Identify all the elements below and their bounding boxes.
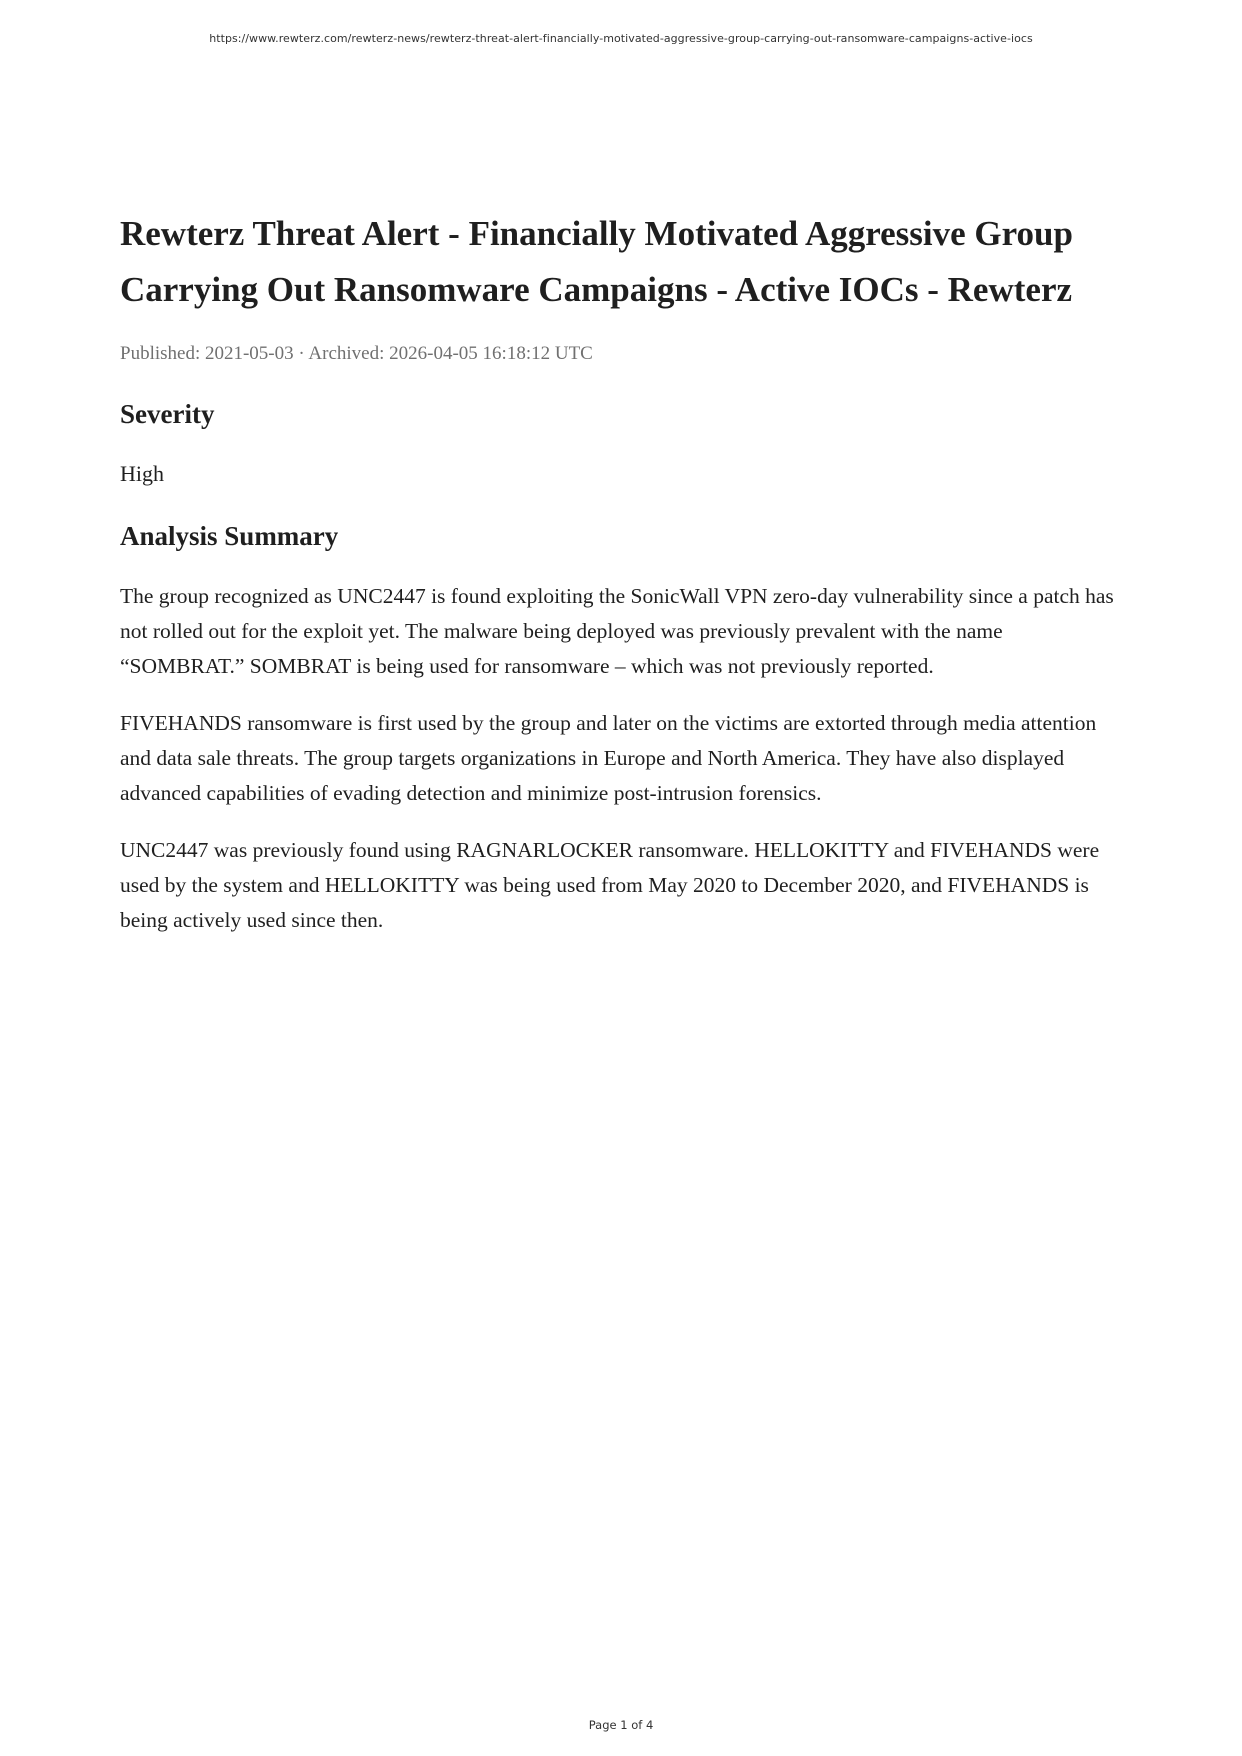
summary-paragraph: The group recognized as UNC2447 is found exploiting the SonicWall VPN zero-day vulnerability since a patch has not rolled out for the exploit yet. The malware being deployed was previously prevalent with the name “SOMBRAT.” SOMBRAT is being used for ransomware – which was not previously reported. bbox=[120, 584, 1114, 678]
summary-paragraph: FIVEHANDS ransomware is first used by the group and later on the victims are extorted through media attention and data sale threats. The group targets organizations in Europe and North America. They have also displayed advanced capabilities of evading detection and minimize post-intrusion forensics. bbox=[120, 711, 1097, 805]
severity-value: High bbox=[120, 461, 164, 486]
analysis-summary-heading: Analysis Summary bbox=[120, 521, 339, 551]
analysis-summary-body bbox=[120, 579, 1130, 938]
article-title: Rewterz Threat Alert - Financially Motivated Aggressive Group Carrying Out Ransomware Campaigns - Active IOCs - Rewterz bbox=[120, 214, 1073, 309]
severity-heading: Severity bbox=[120, 399, 215, 429]
summary-paragraph: UNC2447 was previously found using RAGNARLOCKER ransomware. HELLOKITTY and FIVEHANDS were used by the system and HELLOKITTY was being used from May 2020 to December 2020, and FIVEHANDS is being actively used since then. bbox=[120, 838, 1100, 932]
page-number: Page 1 of 4 bbox=[588, 1718, 654, 1732]
page-url-header: https://www.rewterz.com/rewterz-news/rewterz-threat-alert-financially-motivated-aggressive-group-carrying-out-ransomware-campaigns-active-iocs bbox=[209, 32, 1033, 45]
publication-meta: Published: 2021-05-03 · Archived: 2026-04-05 16:18:12 UTC bbox=[120, 343, 593, 364]
article-content bbox=[120, 206, 1130, 960]
